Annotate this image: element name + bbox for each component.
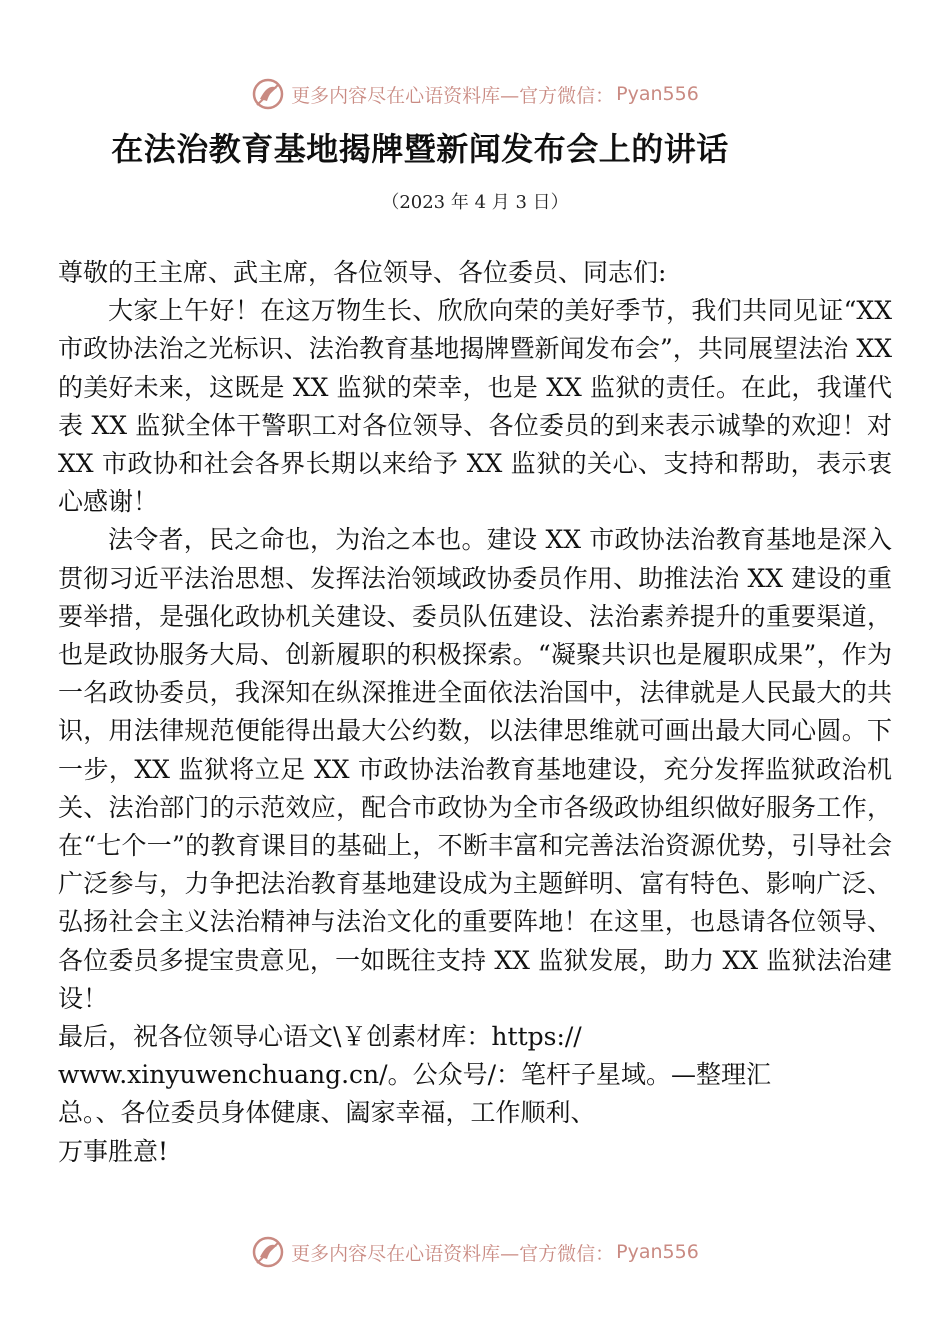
document-date: （2023 年 4 月 3 日） [381,192,569,213]
watermark-text: 更多内容尽在心语资料库—官方微信： [291,1242,615,1265]
paragraph-1: 大家上午好！在这万物生长、欣欣向荣的美好季节，我们共同见证“XX 市政协法治之光标识、法治教育基地揭牌暨新闻发布会”，共同展望法治 XX 的美好未来，这既是 XX 监狱的荣幸，也是 XX 监狱的责任。在此，我谨代表 XX 监狱全体干警职工对各位领导、各位委员的到来表示诚挚的欢迎！对 XX 市政协和社会各界长期以来给予 XX 监狱的关心、支持和帮助，表示衷心感谢！ [58,296,892,517]
closing-line-3: 总。、各位委员身体健康、阖家幸福，工作顺利、 [58,1098,596,1128]
document-body [58,254,892,1171]
watermark-id: Pyan556 [616,83,699,105]
closing-line-2: www.xinyuwenchuang.cn/。公众号/：笔杆子星域。—整理汇 [58,1060,772,1090]
closing-line-1: 最后，祝各位领导心语文\￥创素材库：https:// [58,1022,582,1052]
paragraph-2: 法令者，民之命也，为治之本也。建设 XX 市政协法治教育基地是深入贯彻习近平法治思想、发挥法治领域政协委员作用、助推法治 XX 建设的重要举措，是强化政协机关建设、委员队伍建设、法治素养提升的重要渠道，也是政协服务大局、创新履职的积极探索。“凝聚共识也是履职成果”，作为一名政协委员，我深知在纵深推进全面依法治国中，法律就是人民最大的共识，用法律规范便能得出最大公约数，以法律思维就可画出最大同心圆。下一步，XX 监狱将立足 XX 市政协法治教育基地建设，充分发挥监狱政治机关、法治部门的示范效应，配合市政协为全市各级政协组织做好服务工作，在“七个一”的教育课目的基础上，不断丰富和完善法治资源优势，引导社会广泛参与，力争把法治教育基地建设成为主题鲜明、富有特色、影响广泛、弘扬社会主义法治精神与法治文化的重要阵地！在这里，也恳请各位领导、各位委员多提宝贵意见，一如既往支持 XX 监狱发展，助力 XX 监狱法治建设！ [58,525,892,1013]
watermark-header [0,74,950,114]
watermark-logo-icon [251,1235,285,1269]
document-title: 在法治教育基地揭牌暨新闻发布会上的讲话 [111,130,729,168]
closing-end: 万事胜意! [58,1136,169,1166]
salutation: 尊敬的王主席、武主席，各位领导、各位委员、同志们: [58,258,667,287]
watermark-logo-icon [251,77,285,111]
watermark-id: Pyan556 [616,1241,699,1263]
watermark-footer [0,1232,950,1272]
watermark-text: 更多内容尽在心语资料库—官方微信： [291,84,615,107]
